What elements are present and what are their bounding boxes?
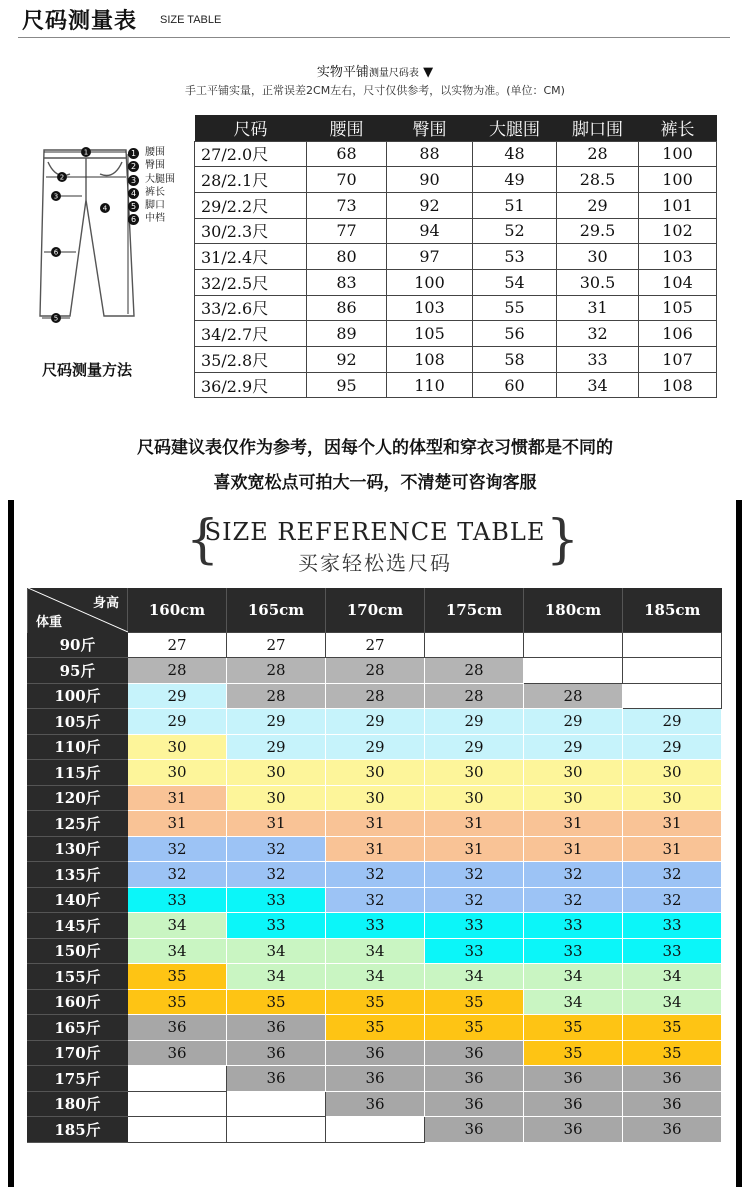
svg-text:2: 2 bbox=[59, 173, 65, 182]
recommended-size-cell: 34 bbox=[227, 964, 326, 990]
recommended-size-cell: 29 bbox=[326, 709, 425, 735]
reference-title: SIZE REFERENCE TABLE bbox=[204, 518, 546, 546]
recommended-size-cell: 32 bbox=[425, 887, 524, 913]
recommended-size-cell: 30 bbox=[623, 785, 722, 811]
recommended-size-cell: 34 bbox=[425, 964, 524, 990]
size-label-cell: 34/2.7尺 bbox=[195, 321, 307, 347]
height-header-cell: 170cm bbox=[326, 588, 425, 632]
measure-cell: 100 bbox=[639, 141, 717, 167]
measure-heading-small: 测量尺码表 bbox=[368, 68, 419, 79]
legend-number-icon: 6 bbox=[128, 214, 139, 225]
legend-item bbox=[128, 199, 175, 212]
legend-item bbox=[128, 173, 175, 186]
measure-cell: 28.5 bbox=[557, 167, 639, 193]
size-label-cell: 33/2.6尺 bbox=[195, 295, 307, 321]
recommended-size-cell: 35 bbox=[425, 1015, 524, 1041]
recommended-size-cell: 36 bbox=[326, 1040, 425, 1066]
measure-cell: 105 bbox=[639, 295, 717, 321]
svg-text:5: 5 bbox=[53, 314, 59, 323]
measure-cell: 95 bbox=[307, 372, 387, 398]
recommended-size-cell: 29 bbox=[524, 709, 623, 735]
table-row bbox=[195, 244, 717, 270]
recommended-size-cell: 28 bbox=[227, 658, 326, 684]
size-table-header-cell: 腰围 bbox=[307, 115, 387, 141]
legend-label: 大腿围 bbox=[145, 173, 175, 185]
weight-header-cell: 95斤 bbox=[28, 658, 128, 684]
measure-cell: 107 bbox=[639, 347, 717, 373]
measure-cell: 29 bbox=[557, 192, 639, 218]
recommended-size-cell: 30 bbox=[128, 734, 227, 760]
recommended-size-cell: 31 bbox=[227, 811, 326, 837]
size-label-cell: 30/2.3尺 bbox=[195, 218, 307, 244]
measure-cell: 73 bbox=[307, 192, 387, 218]
measure-cell: 105 bbox=[387, 321, 473, 347]
recommended-size-cell: 31 bbox=[326, 811, 425, 837]
recommended-size-cell: 30 bbox=[227, 760, 326, 786]
recommended-size-cell: 31 bbox=[425, 836, 524, 862]
recommended-size-cell: 36 bbox=[326, 1091, 425, 1117]
recommended-size-cell bbox=[623, 632, 722, 658]
recommended-size-cell: 33 bbox=[128, 887, 227, 913]
table-row bbox=[195, 321, 717, 347]
weight-header-cell: 100斤 bbox=[28, 683, 128, 709]
legend-number-icon: 2 bbox=[128, 161, 139, 172]
size-table bbox=[194, 115, 717, 398]
page-title: 尺码测量表 bbox=[22, 9, 138, 34]
measure-cell: 108 bbox=[387, 347, 473, 373]
measure-cell: 89 bbox=[307, 321, 387, 347]
recommended-size-cell: 36 bbox=[128, 1015, 227, 1041]
recommended-size-cell: 31 bbox=[623, 836, 722, 862]
weight-header-cell: 165斤 bbox=[28, 1015, 128, 1041]
recommended-size-cell: 30 bbox=[326, 785, 425, 811]
table-row bbox=[195, 141, 717, 167]
recommended-size-cell: 30 bbox=[227, 785, 326, 811]
legend-item bbox=[128, 212, 175, 225]
measure-note: 手工平铺实量，正常误差2CM左右，尺寸仅供参考，以实物为准。(单位：CM) bbox=[185, 84, 565, 97]
svg-text:6: 6 bbox=[53, 248, 59, 257]
recommended-size-cell: 32 bbox=[128, 836, 227, 862]
table-row bbox=[28, 658, 722, 684]
table-row bbox=[195, 218, 717, 244]
size-label-cell: 32/2.5尺 bbox=[195, 269, 307, 295]
recommended-size-cell: 29 bbox=[623, 709, 722, 735]
header-divider bbox=[18, 37, 730, 38]
recommended-size-cell: 34 bbox=[524, 989, 623, 1015]
reference-table-header bbox=[28, 588, 722, 632]
recommended-size-cell: 36 bbox=[524, 1117, 623, 1143]
measure-cell: 110 bbox=[387, 372, 473, 398]
recommended-size-cell: 34 bbox=[326, 964, 425, 990]
recommended-size-cell: 36 bbox=[326, 1066, 425, 1092]
measure-cell: 100 bbox=[639, 167, 717, 193]
measure-cell: 77 bbox=[307, 218, 387, 244]
measure-cell: 48 bbox=[473, 141, 557, 167]
down-arrow-icon: ▼ bbox=[423, 65, 434, 80]
recommended-size-cell: 31 bbox=[524, 811, 623, 837]
recommended-size-cell: 33 bbox=[524, 913, 623, 939]
recommended-size-cell: 33 bbox=[623, 913, 722, 939]
recommended-size-cell: 32 bbox=[227, 836, 326, 862]
table-row bbox=[28, 709, 722, 735]
measure-cell: 102 bbox=[639, 218, 717, 244]
recommended-size-cell: 33 bbox=[623, 938, 722, 964]
measure-cell: 34 bbox=[557, 372, 639, 398]
recommended-size-cell: 35 bbox=[326, 1015, 425, 1041]
measure-cell: 60 bbox=[473, 372, 557, 398]
recommended-size-cell: 31 bbox=[128, 811, 227, 837]
weight-header-cell: 135斤 bbox=[28, 862, 128, 888]
recommended-size-cell: 28 bbox=[524, 683, 623, 709]
recommended-size-cell: 35 bbox=[524, 1040, 623, 1066]
recommended-size-cell: 31 bbox=[623, 811, 722, 837]
recommended-size-cell: 34 bbox=[128, 913, 227, 939]
recommended-size-cell: 36 bbox=[227, 1040, 326, 1066]
reference-corner bbox=[28, 588, 128, 632]
weight-header-cell: 180斤 bbox=[28, 1091, 128, 1117]
table-row bbox=[28, 1040, 722, 1066]
corner-height-label: 身高 bbox=[92, 596, 119, 611]
measure-method-label: 尺码测量方法 bbox=[42, 361, 133, 379]
measure-cell: 56 bbox=[473, 321, 557, 347]
table-row bbox=[28, 1015, 722, 1041]
size-table-header-cell: 臀围 bbox=[387, 115, 473, 141]
table-row bbox=[195, 347, 717, 373]
svg-text:3: 3 bbox=[53, 192, 59, 201]
recommended-size-cell: 32 bbox=[227, 862, 326, 888]
measure-cell: 51 bbox=[473, 192, 557, 218]
size-table-header-cell: 裤长 bbox=[639, 115, 717, 141]
table-row bbox=[28, 862, 722, 888]
svg-text:4: 4 bbox=[102, 204, 108, 213]
recommended-size-cell bbox=[623, 658, 722, 684]
reference-table bbox=[27, 588, 722, 1143]
table-row bbox=[28, 760, 722, 786]
recommended-size-cell: 36 bbox=[128, 1040, 227, 1066]
recommended-size-cell: 27 bbox=[227, 632, 326, 658]
measure-cell: 53 bbox=[473, 244, 557, 270]
measure-cell: 30 bbox=[557, 244, 639, 270]
recommended-size-cell: 28 bbox=[128, 658, 227, 684]
legend-label: 脚口 bbox=[145, 200, 165, 212]
recommended-size-cell: 33 bbox=[524, 938, 623, 964]
measure-cell: 86 bbox=[307, 295, 387, 321]
recommended-size-cell bbox=[623, 683, 722, 709]
measure-cell: 94 bbox=[387, 218, 473, 244]
measure-cell: 83 bbox=[307, 269, 387, 295]
recommended-size-cell: 28 bbox=[227, 683, 326, 709]
size-label-cell: 35/2.8尺 bbox=[195, 347, 307, 373]
table-row bbox=[195, 167, 717, 193]
recommended-size-cell bbox=[326, 1117, 425, 1143]
recommended-size-cell: 33 bbox=[425, 938, 524, 964]
measure-cell: 31 bbox=[557, 295, 639, 321]
table-row bbox=[28, 964, 722, 990]
svg-text:1: 1 bbox=[83, 148, 89, 157]
legend-label: 中档 bbox=[145, 213, 165, 225]
measure-cell: 100 bbox=[387, 269, 473, 295]
size-table-header-cell: 大腿围 bbox=[473, 115, 557, 141]
recommended-size-cell: 33 bbox=[425, 913, 524, 939]
weight-header-cell: 175斤 bbox=[28, 1066, 128, 1092]
recommended-size-cell: 29 bbox=[128, 683, 227, 709]
recommended-size-cell: 30 bbox=[425, 785, 524, 811]
recommended-size-cell: 34 bbox=[524, 964, 623, 990]
measure-cell: 103 bbox=[387, 295, 473, 321]
size-table-header-cell: 脚口围 bbox=[557, 115, 639, 141]
measure-cell: 28 bbox=[557, 141, 639, 167]
page-subtitle: SIZE TABLE bbox=[160, 14, 222, 26]
recommended-size-cell: 30 bbox=[524, 785, 623, 811]
table-row bbox=[28, 1117, 722, 1143]
recommended-size-cell: 32 bbox=[128, 862, 227, 888]
height-header-cell: 185cm bbox=[623, 588, 722, 632]
height-header-cell: 165cm bbox=[227, 588, 326, 632]
recommended-size-cell bbox=[524, 658, 623, 684]
recommended-size-cell: 31 bbox=[524, 836, 623, 862]
recommended-size-cell: 32 bbox=[326, 887, 425, 913]
weight-header-cell: 145斤 bbox=[28, 913, 128, 939]
recommended-size-cell: 36 bbox=[425, 1091, 524, 1117]
measure-cell: 101 bbox=[639, 192, 717, 218]
table-row bbox=[28, 683, 722, 709]
recommended-size-cell bbox=[227, 1117, 326, 1143]
measure-cell: 106 bbox=[639, 321, 717, 347]
measure-cell: 52 bbox=[473, 218, 557, 244]
recommended-size-cell: 29 bbox=[623, 734, 722, 760]
legend-item bbox=[128, 146, 175, 159]
height-header-cell: 160cm bbox=[128, 588, 227, 632]
recommended-size-cell: 35 bbox=[623, 1040, 722, 1066]
recommended-size-cell: 33 bbox=[326, 913, 425, 939]
recommended-size-cell: 36 bbox=[623, 1066, 722, 1092]
weight-header-cell: 155斤 bbox=[28, 964, 128, 990]
weight-header-cell: 160斤 bbox=[28, 989, 128, 1015]
recommended-size-cell: 29 bbox=[326, 734, 425, 760]
recommended-size-cell: 28 bbox=[425, 683, 524, 709]
recommended-size-cell: 33 bbox=[227, 887, 326, 913]
height-header-cell: 175cm bbox=[425, 588, 524, 632]
weight-header-cell: 140斤 bbox=[28, 887, 128, 913]
table-row bbox=[28, 734, 722, 760]
legend-number-icon: 3 bbox=[128, 175, 139, 186]
recommended-size-cell: 34 bbox=[623, 964, 722, 990]
measure-cell: 29.5 bbox=[557, 218, 639, 244]
measure-cell: 54 bbox=[473, 269, 557, 295]
size-table-header-cell: 尺码 bbox=[195, 115, 307, 141]
measure-cell: 68 bbox=[307, 141, 387, 167]
recommended-size-cell: 35 bbox=[425, 989, 524, 1015]
recommended-size-cell: 32 bbox=[425, 862, 524, 888]
right-brace-icon: } bbox=[546, 510, 580, 570]
recommended-size-cell: 32 bbox=[326, 862, 425, 888]
table-row bbox=[28, 811, 722, 837]
recommended-size-cell: 30 bbox=[128, 760, 227, 786]
recommended-size-cell bbox=[128, 1117, 227, 1143]
recommended-size-cell: 35 bbox=[128, 989, 227, 1015]
recommended-size-cell: 30 bbox=[524, 760, 623, 786]
size-label-cell: 27/2.0尺 bbox=[195, 141, 307, 167]
legend-number-icon: 5 bbox=[128, 201, 139, 212]
recommended-size-cell bbox=[128, 1066, 227, 1092]
recommended-size-cell: 28 bbox=[425, 658, 524, 684]
recommended-size-cell: 29 bbox=[227, 734, 326, 760]
measure-cell: 104 bbox=[639, 269, 717, 295]
recommended-size-cell: 28 bbox=[326, 658, 425, 684]
recommended-size-cell: 36 bbox=[524, 1091, 623, 1117]
measure-legend bbox=[128, 146, 175, 226]
measure-cell: 90 bbox=[387, 167, 473, 193]
recommended-size-cell: 36 bbox=[227, 1066, 326, 1092]
recommended-size-cell: 36 bbox=[623, 1091, 722, 1117]
recommended-size-cell: 32 bbox=[524, 887, 623, 913]
measure-cell: 58 bbox=[473, 347, 557, 373]
recommended-size-cell: 35 bbox=[623, 1015, 722, 1041]
table-row bbox=[195, 192, 717, 218]
recommended-size-cell: 28 bbox=[326, 683, 425, 709]
recommended-size-cell: 34 bbox=[227, 938, 326, 964]
measure-cell: 103 bbox=[639, 244, 717, 270]
table-row bbox=[195, 372, 717, 398]
weight-header-cell: 130斤 bbox=[28, 836, 128, 862]
recommended-size-cell bbox=[128, 1091, 227, 1117]
legend-item bbox=[128, 186, 175, 199]
recommended-size-cell: 34 bbox=[623, 989, 722, 1015]
size-label-cell: 29/2.2尺 bbox=[195, 192, 307, 218]
recommended-size-cell: 34 bbox=[128, 938, 227, 964]
recommended-size-cell: 32 bbox=[623, 887, 722, 913]
size-table-header bbox=[195, 115, 717, 141]
recommended-size-cell: 31 bbox=[326, 836, 425, 862]
weight-header-cell: 150斤 bbox=[28, 938, 128, 964]
measure-cell: 33 bbox=[557, 347, 639, 373]
recommended-size-cell: 31 bbox=[425, 811, 524, 837]
table-row bbox=[28, 836, 722, 862]
table-row bbox=[28, 887, 722, 913]
measure-cell: 92 bbox=[307, 347, 387, 373]
measure-cell: 70 bbox=[307, 167, 387, 193]
measure-heading bbox=[0, 61, 750, 80]
recommended-size-cell bbox=[524, 632, 623, 658]
recommended-size-cell: 27 bbox=[326, 632, 425, 658]
weight-header-cell: 110斤 bbox=[28, 734, 128, 760]
recommended-size-cell: 30 bbox=[623, 760, 722, 786]
measure-cell: 55 bbox=[473, 295, 557, 321]
legend-label: 腰围 bbox=[145, 147, 165, 158]
weight-header-cell: 185斤 bbox=[28, 1117, 128, 1143]
advice-line-1: 尺码建议表仅作为参考，因每个人的体型和穿衣习惯都是不同的 bbox=[137, 438, 613, 458]
recommended-size-cell: 32 bbox=[623, 862, 722, 888]
measure-heading-main: 实物平铺 bbox=[316, 65, 369, 80]
table-row bbox=[28, 913, 722, 939]
recommended-size-cell: 32 bbox=[524, 862, 623, 888]
table-row bbox=[28, 989, 722, 1015]
measure-cell: 80 bbox=[307, 244, 387, 270]
table-row bbox=[28, 1091, 722, 1117]
recommended-size-cell: 36 bbox=[524, 1066, 623, 1092]
recommended-size-cell: 31 bbox=[128, 785, 227, 811]
measure-cell: 92 bbox=[387, 192, 473, 218]
recommended-size-cell bbox=[227, 1091, 326, 1117]
recommended-size-cell: 29 bbox=[128, 709, 227, 735]
recommended-size-cell: 33 bbox=[227, 913, 326, 939]
recommended-size-cell: 29 bbox=[227, 709, 326, 735]
legend-label: 裤长 bbox=[145, 186, 165, 198]
weight-header-cell: 115斤 bbox=[28, 760, 128, 786]
recommended-size-cell: 35 bbox=[326, 989, 425, 1015]
weight-header-cell: 90斤 bbox=[28, 632, 128, 658]
table-row bbox=[28, 1066, 722, 1092]
measure-cell: 32 bbox=[557, 321, 639, 347]
measure-cell: 49 bbox=[473, 167, 557, 193]
recommended-size-cell: 35 bbox=[227, 989, 326, 1015]
recommended-size-cell: 36 bbox=[425, 1040, 524, 1066]
height-header-cell: 180cm bbox=[524, 588, 623, 632]
recommended-size-cell: 35 bbox=[128, 964, 227, 990]
advice-line-2: 喜欢宽松点可拍大一码，不清楚可咨询客服 bbox=[213, 473, 537, 493]
page-header bbox=[0, 0, 750, 40]
measure-cell: 97 bbox=[387, 244, 473, 270]
weight-header-cell: 105斤 bbox=[28, 709, 128, 735]
legend-number-icon: 1 bbox=[128, 148, 139, 159]
recommended-size-cell bbox=[425, 632, 524, 658]
recommended-size-cell: 27 bbox=[128, 632, 227, 658]
weight-header-cell: 170斤 bbox=[28, 1040, 128, 1066]
table-row bbox=[28, 632, 722, 658]
weight-header-cell: 125斤 bbox=[28, 811, 128, 837]
left-brace-icon: { bbox=[186, 510, 220, 570]
recommended-size-cell: 30 bbox=[326, 760, 425, 786]
recommended-size-cell: 29 bbox=[524, 734, 623, 760]
recommended-size-cell: 36 bbox=[425, 1117, 524, 1143]
table-row bbox=[28, 785, 722, 811]
recommended-size-cell: 29 bbox=[425, 734, 524, 760]
legend-label: 臀围 bbox=[145, 160, 165, 172]
recommended-size-cell: 36 bbox=[623, 1117, 722, 1143]
recommended-size-cell: 36 bbox=[425, 1066, 524, 1092]
table-row bbox=[28, 938, 722, 964]
measure-cell: 30.5 bbox=[557, 269, 639, 295]
size-label-cell: 36/2.9尺 bbox=[195, 372, 307, 398]
recommended-size-cell: 36 bbox=[227, 1015, 326, 1041]
recommended-size-cell: 35 bbox=[524, 1015, 623, 1041]
measure-cell: 88 bbox=[387, 141, 473, 167]
recommended-size-cell: 29 bbox=[425, 709, 524, 735]
table-row bbox=[195, 269, 717, 295]
legend-item bbox=[128, 159, 175, 172]
corner-weight-label: 体重 bbox=[36, 615, 63, 630]
legend-number-icon: 4 bbox=[128, 188, 139, 199]
reference-subtitle: 买家轻松选尺码 bbox=[298, 551, 452, 575]
table-row bbox=[195, 295, 717, 321]
size-label-cell: 28/2.1尺 bbox=[195, 167, 307, 193]
recommended-size-cell: 34 bbox=[326, 938, 425, 964]
weight-header-cell: 120斤 bbox=[28, 785, 128, 811]
recommended-size-cell: 30 bbox=[425, 760, 524, 786]
measure-cell: 108 bbox=[639, 372, 717, 398]
size-label-cell: 31/2.4尺 bbox=[195, 244, 307, 270]
